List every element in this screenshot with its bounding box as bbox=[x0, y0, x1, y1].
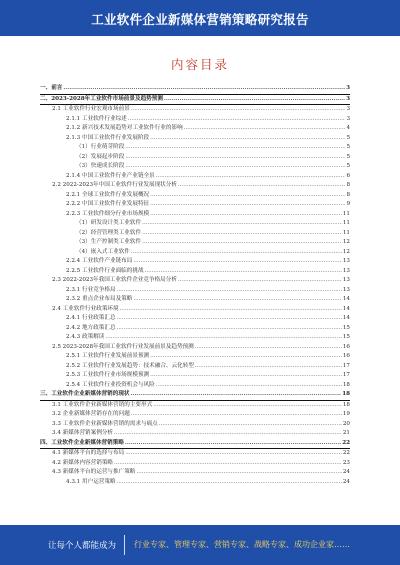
toc-entry-page: 3 bbox=[346, 85, 350, 91]
toc-entry[interactable] bbox=[40, 478, 350, 488]
toc-entry-page: 20 bbox=[342, 420, 350, 427]
toc-leader-dots bbox=[195, 362, 342, 372]
toc-heading: 内容目录 bbox=[170, 57, 229, 72]
toc-entry-page: 12 bbox=[342, 239, 350, 245]
toc-entry-page: 14 bbox=[342, 305, 350, 312]
toc-leader-dots bbox=[120, 305, 342, 315]
toc-entry-page: 3 bbox=[346, 115, 350, 122]
toc-leader-dots bbox=[178, 181, 345, 191]
toc-entry[interactable] bbox=[40, 257, 350, 267]
toc-entry-page: 13 bbox=[342, 277, 350, 283]
toc-entry[interactable] bbox=[40, 134, 350, 144]
toc-entry-page: 5 bbox=[346, 163, 350, 169]
toc-leader-dots bbox=[133, 295, 342, 305]
toc-entry[interactable] bbox=[40, 381, 350, 391]
toc-entry-title: 2.2.4 工业软件产业链布局 bbox=[66, 258, 133, 264]
toc-entry[interactable] bbox=[40, 162, 350, 172]
toc-entry-page: 13 bbox=[342, 286, 350, 293]
toc-entry-title: （3）生产控制类工业软件 bbox=[76, 239, 142, 245]
toc-entry-page: 13 bbox=[342, 258, 350, 264]
toc-leader-dots bbox=[125, 439, 341, 449]
toc-entry-page: 18 bbox=[342, 391, 350, 397]
toc-leader-dots bbox=[150, 210, 342, 220]
toc-entry-page: 4 bbox=[346, 125, 350, 131]
toc-leader-dots bbox=[63, 84, 345, 94]
toc-entry[interactable] bbox=[40, 105, 350, 115]
toc-entry-page: 5 bbox=[346, 144, 350, 150]
toc-entry[interactable] bbox=[40, 324, 350, 334]
toc-leader-dots bbox=[117, 324, 342, 334]
toc-entry-title: 2.2 2022-2023年中国工业软件行业发展现状分析 bbox=[52, 182, 177, 188]
toc-leader-dots bbox=[114, 459, 342, 469]
toc-entry[interactable] bbox=[40, 267, 350, 277]
toc-leader-dots bbox=[142, 229, 342, 239]
toc-entry-title: （4）嵌入式工业软件 bbox=[76, 248, 130, 255]
toc-entry[interactable] bbox=[40, 362, 350, 372]
toc-entry-title: （1）行业萌芽阶段 bbox=[76, 144, 125, 150]
footer-divider bbox=[124, 535, 125, 555]
toc-entry-page: 16 bbox=[342, 343, 350, 350]
toc-entry-title: 2.1.1 工业软件行业综述 bbox=[66, 115, 127, 122]
toc-entry-page: 24 bbox=[342, 469, 350, 475]
toc-entry[interactable] bbox=[40, 200, 350, 210]
toc-entry-title: 2.2.5 工业软件行业面临的挑战 bbox=[66, 267, 144, 274]
toc-leader-dots bbox=[117, 478, 342, 488]
toc-entry-title: 2.5.4 工业软件行业投资机会与风险 bbox=[66, 381, 155, 388]
toc-entry-title: 4.2 新媒体内容营销策略 bbox=[52, 459, 114, 466]
toc-leader-dots bbox=[133, 257, 342, 267]
toc-entry-page: 16 bbox=[342, 353, 350, 359]
toc-entry-page: 3 bbox=[346, 95, 350, 102]
toc-leader-dots bbox=[184, 124, 346, 134]
toc-entry-page: 22 bbox=[342, 450, 350, 456]
toc-entry-title: 2.5.1 工业软件行业发展前景预测 bbox=[66, 353, 150, 359]
toc-entry[interactable] bbox=[40, 210, 350, 220]
toc-entry-title: 3.4 新媒体营销案例分析 bbox=[52, 430, 114, 436]
toc-entry[interactable] bbox=[40, 286, 350, 296]
toc-entry-title: 三、工业软件企业新媒体营销的现状 bbox=[40, 391, 130, 397]
toc-leader-dots bbox=[131, 390, 342, 400]
toc-leader-dots bbox=[145, 267, 342, 277]
toc-leader-dots bbox=[125, 143, 345, 153]
toc-entry-title: 二、2023-2028年工业软件市场前景及趋势预测 bbox=[40, 95, 163, 102]
toc-leader-dots bbox=[131, 410, 342, 420]
toc-entry[interactable] bbox=[40, 390, 350, 401]
toc-entry-page: 8 bbox=[346, 182, 350, 188]
toc-entry[interactable] bbox=[40, 343, 350, 353]
toc-entry[interactable] bbox=[40, 410, 350, 420]
toc-entry-title: 4.1 新媒体平台的选择与布局 bbox=[52, 450, 125, 456]
footer-slogan-right: 行业专家、管理专家、营销专家、战略专家、成功企业家…… bbox=[134, 540, 350, 549]
toc-leader-dots bbox=[117, 286, 342, 296]
toc-entry[interactable] bbox=[40, 420, 350, 430]
toc-entry[interactable] bbox=[40, 143, 350, 153]
toc-leader-dots bbox=[153, 401, 342, 411]
toc-entry-page: 15 bbox=[342, 324, 350, 331]
toc-entry-title: 2.4.1 行业政策汇总 bbox=[66, 315, 116, 321]
toc-entry-title: 四、工业软件企业新媒体营销策略 bbox=[40, 439, 124, 446]
toc-entry[interactable] bbox=[40, 449, 350, 459]
toc-leader-dots bbox=[136, 468, 341, 478]
toc-entry-title: 2.4.2 地方政策汇总 bbox=[66, 324, 116, 331]
toc-entry[interactable] bbox=[40, 229, 350, 239]
toc-leader-dots bbox=[164, 95, 345, 105]
toc-entry-title: 2.5.3 工业软件行业市场规模预测 bbox=[66, 372, 150, 378]
toc-entry-title: 2.2.3 工业软件细分行业市场规模 bbox=[66, 210, 150, 217]
toc-entry-title: （3）快速成长阶段 bbox=[76, 163, 125, 169]
toc-entry-page: 11 bbox=[342, 220, 350, 226]
toc-entry-page: 14 bbox=[342, 296, 350, 302]
toc-entry[interactable] bbox=[40, 352, 350, 362]
toc-entry[interactable] bbox=[40, 295, 350, 305]
toc-entry-title: 2.4.3 政策解读 bbox=[66, 334, 105, 340]
toc-entry[interactable] bbox=[40, 459, 350, 469]
toc-leader-dots bbox=[125, 162, 345, 172]
toc-entry-title: （2）经营管理类工业软件 bbox=[76, 229, 142, 236]
toc-entry-page: 23 bbox=[342, 459, 350, 466]
toc-leader-dots bbox=[156, 172, 346, 182]
toc-entry-page: 11 bbox=[342, 210, 350, 217]
toc-entry-title: 2.1.3 中国工业软件行业发展阶段 bbox=[66, 134, 150, 141]
toc-entry[interactable] bbox=[40, 248, 350, 258]
toc-entry-title: 2.5.2 工业软件行业发展趋势：技术融合、云化转型 bbox=[66, 362, 194, 369]
toc-leader-dots bbox=[125, 449, 342, 459]
toc-entry-title: 2.5 2023-2028年我国工业软件行业发展前景及趋势预测 bbox=[52, 343, 194, 350]
footer-slogan-left: 让每个人都能成为 bbox=[48, 541, 117, 551]
toc-entry-page: 19 bbox=[342, 411, 350, 417]
toc-leader-dots bbox=[131, 105, 346, 115]
toc-entry-page: 12 bbox=[342, 248, 350, 255]
toc-entry-page: 5 bbox=[346, 134, 350, 141]
toc-entry-title: （1）研发设计类工业软件 bbox=[76, 220, 142, 226]
toc-entry-title: 2.2.2 中国工业软件行业发展特征 bbox=[66, 201, 150, 207]
toc-entry[interactable] bbox=[40, 333, 350, 343]
toc-entry-page: 15 bbox=[342, 334, 350, 340]
page-footer bbox=[0, 525, 400, 565]
toc-entry-page: 11 bbox=[342, 229, 350, 236]
toc-leader-dots bbox=[159, 420, 342, 430]
toc-entry-page: 24 bbox=[342, 478, 350, 485]
toc-entry-title: 2.3 2022-2023年我国工业软件企业竞争格局分析 bbox=[52, 277, 177, 283]
toc-entry[interactable] bbox=[40, 371, 350, 381]
toc-entry-title: 2.3.2 重点企业布局及策略 bbox=[66, 296, 133, 302]
toc-entry-page: 6 bbox=[346, 172, 350, 179]
toc-entry-page: 21 bbox=[342, 430, 350, 436]
toc-entry[interactable] bbox=[40, 238, 350, 248]
toc-entry-title: 3.1 工业软件企业新媒体营销的主要形式 bbox=[52, 401, 153, 408]
toc-entry-page: 14 bbox=[342, 315, 350, 321]
toc-leader-dots bbox=[156, 381, 342, 391]
toc-leader-dots bbox=[150, 134, 345, 144]
toc-entry[interactable] bbox=[40, 401, 350, 411]
toc-entry-page: 22 bbox=[342, 439, 350, 446]
toc-entry[interactable] bbox=[40, 95, 350, 106]
toc-leader-dots bbox=[125, 153, 345, 163]
toc-entry-page: 18 bbox=[342, 381, 350, 388]
toc-entry[interactable] bbox=[40, 314, 350, 324]
toc-entry[interactable] bbox=[40, 219, 350, 229]
toc-entry[interactable] bbox=[40, 439, 350, 450]
toc-entry-page: 9 bbox=[346, 201, 350, 207]
toc-entry-title: 3.3 工业软件企业新媒体营销的需求与痛点 bbox=[52, 420, 158, 427]
toc-entry[interactable] bbox=[40, 153, 350, 163]
toc-entry-page: 18 bbox=[342, 401, 350, 408]
toc-leader-dots bbox=[114, 429, 342, 439]
toc-entry-title: 2.2.1 全球工业软件行业发展概况 bbox=[66, 191, 150, 198]
toc-entry-page: 8 bbox=[346, 191, 350, 198]
toc-entry-title: 3.2 企业新媒体营销存在的问题 bbox=[52, 411, 130, 417]
toc-leader-dots bbox=[105, 333, 341, 343]
toc-leader-dots bbox=[142, 219, 342, 229]
table-of-contents bbox=[40, 84, 350, 487]
toc-entry-title: （2）发展起步阶段 bbox=[76, 153, 125, 160]
toc-entry-page: 5 bbox=[346, 153, 350, 160]
toc-entry-title: 2.3.1 行业竞争格局 bbox=[66, 286, 116, 293]
toc-leader-dots bbox=[150, 191, 345, 201]
toc-entry-title: 4.3 新媒体平台的运营与推广策略 bbox=[52, 469, 136, 475]
toc-entry[interactable] bbox=[40, 429, 350, 439]
toc-entry-title: 一、前言 bbox=[40, 85, 63, 91]
toc-entry-page: 17 bbox=[342, 372, 350, 378]
report-title: 工业软件企业新媒体营销策略研究报告 bbox=[91, 12, 309, 27]
toc-entry-page: 17 bbox=[342, 362, 350, 369]
toc-leader-dots bbox=[150, 352, 342, 362]
toc-entry[interactable] bbox=[40, 276, 350, 286]
toc-entry-title: 2.1.4 中国工业软件行业产业链全景 bbox=[66, 172, 155, 179]
toc-entry[interactable] bbox=[40, 84, 350, 95]
toc-leader-dots bbox=[150, 371, 342, 381]
toc-leader-dots bbox=[128, 115, 346, 125]
toc-entry[interactable] bbox=[40, 468, 350, 478]
toc-entry-page: 3 bbox=[346, 106, 350, 112]
toc-entry-title: 2.4 工业软件行业政策环境 bbox=[52, 305, 119, 312]
toc-entry-title: 2.1.2 新兴技术发展趋势对工业软件行业的影响 bbox=[66, 125, 183, 131]
toc-entry-title: 2.1 工业软件行业宏观市场前景 bbox=[52, 106, 130, 112]
toc-entry-title: 4.3.1 用户运营策略 bbox=[66, 478, 116, 485]
toc-leader-dots bbox=[150, 200, 345, 210]
toc-entry[interactable] bbox=[40, 172, 350, 182]
toc-entry-page: 13 bbox=[342, 267, 350, 274]
toc-entry[interactable] bbox=[40, 305, 350, 315]
toc-entry[interactable] bbox=[40, 191, 350, 201]
toc-entry[interactable] bbox=[40, 115, 350, 125]
toc-leader-dots bbox=[131, 248, 342, 258]
toc-entry[interactable] bbox=[40, 181, 350, 191]
toc-leader-dots bbox=[195, 343, 342, 353]
page-header bbox=[0, 0, 400, 36]
toc-leader-dots bbox=[117, 314, 342, 324]
toc-entry[interactable] bbox=[40, 124, 350, 134]
toc-leader-dots bbox=[142, 238, 342, 248]
toc-leader-dots bbox=[178, 276, 342, 286]
